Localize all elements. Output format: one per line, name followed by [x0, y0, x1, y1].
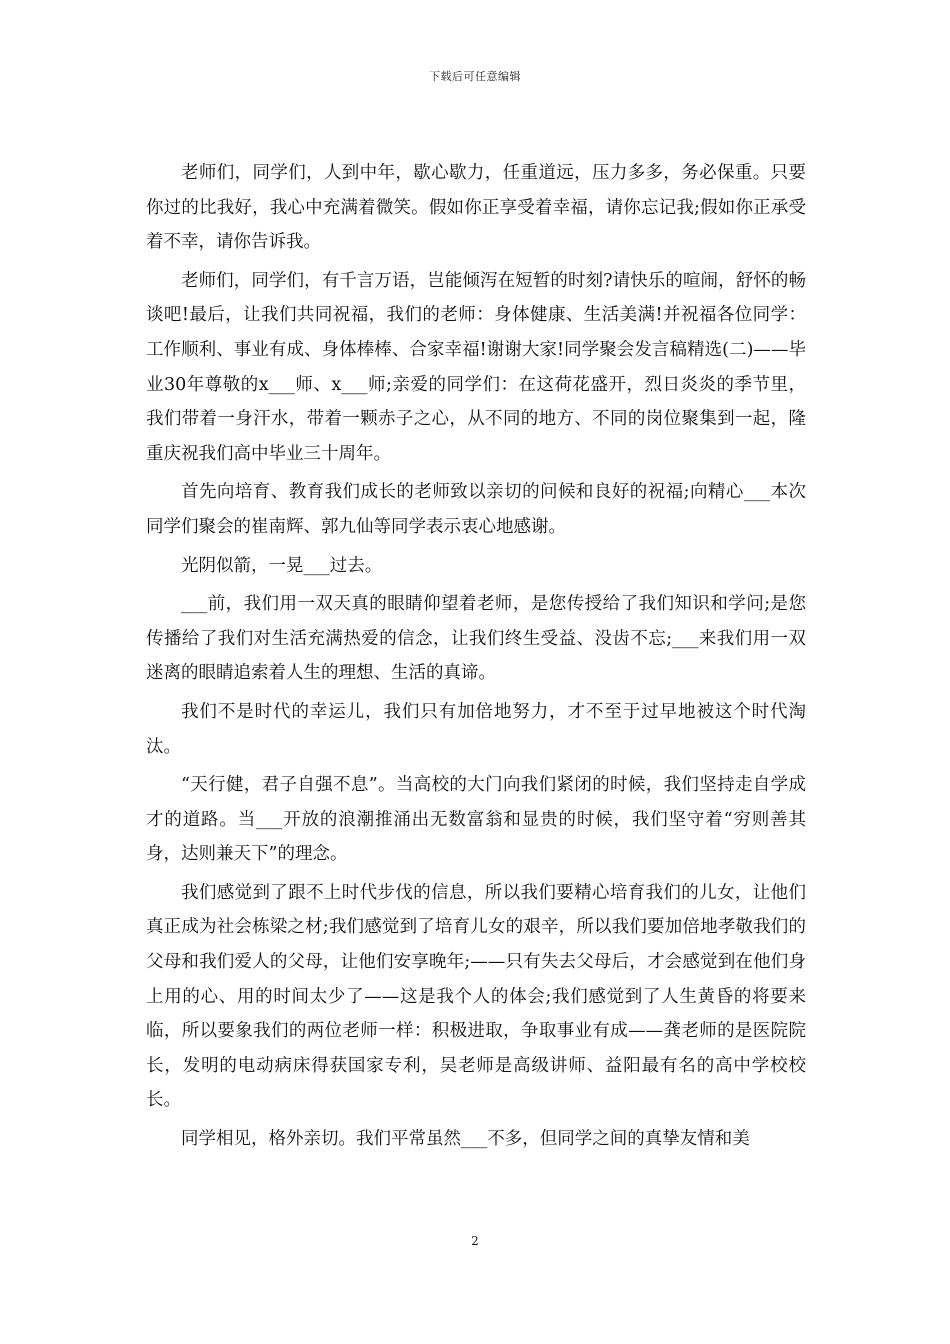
- document-body: [146, 156, 806, 1161]
- paragraph: ___前，我们用一双天真的眼睛仰望着老师，是您传授给了我们知识和学问;是您传播给了我们对生活充满热爱的信念，让我们终生受益、没齿不忘;___来我们用一双迷离的眼睛追索着人生的理想、生活的真谛。: [146, 594, 806, 684]
- paragraph: “天行健，君子自强不息”。当高校的大门向我们紧闭的时候，我们坚持走自学成才的道路。当___开放的浪潮推涌出无数富翁和显贵的时候，我们坚守着“穷则善其身，达则兼天下”的理念。: [146, 775, 806, 865]
- paragraph: 我们不是时代的幸运儿，我们只有加倍地努力，才不至于过早地被这个时代淘汰。: [146, 701, 806, 757]
- page-header: 下载后可任意编辑: [429, 70, 521, 83]
- paragraph: 我们感觉到了跟不上时代步伐的信息，所以我们要精心培育我们的儿女，让他们真正成为社会栋梁之材;我们感觉到了培育儿女的艰辛，所以我们要加倍地孝敬我们的父母和我们爱人的父母，让他们安享晚年;——只有失去父母后，才会感觉到在他们身上用的心、用的时间太少了——这是我个人的体会;我们感觉到了人生黄昏的将要来临，所以要象我们的两位老师一样：积极进取，争取事业有成——龚老师的是医院院长，发明的电动病床得获国家专利，吴老师是高级讲师、益阳最有名的高中学校校长。: [146, 882, 806, 1111]
- paragraph: 同学相见，格外亲切。我们平常虽然___不多，但同学之间的真挚友情和美: [181, 1129, 750, 1150]
- paragraph: 首先向培育、教育我们成长的老师致以亲切的问候和良好的祝福;向精心___本次同学们聚会的崔南辉、郭九仙等同学表示衷心地感谢。: [146, 482, 806, 537]
- paragraph: 老师们，同学们，人到中年，歇心歇力，任重道远，压力多多，务必保重。只要你过的比我好，我心中充满着微笑。假如你正享受着幸福，请你忘记我;假如你正承受着不幸，请你告诉我。: [146, 163, 806, 253]
- paragraph: 光阴似箭，一晃___过去。: [181, 555, 383, 576]
- paragraph: 老师们，同学们，有千言万语，岂能倾泻在短暂的时刻?请快乐的喧闹，舒怀的畅谈吧!最后，让我们共同祝福，我们的老师：身体健康、生活美满!并祝福各位同学：工作顺利、事业有成、身体棒棒、合家幸福!谢谢大家!同学聚会发言稿精选(二)——毕业30年尊敬的x___师、x___师;亲爱的同学们：在这荷花盛开，烈日炎炎的季节里，我们带着一身汗水，带着一颗赤子之心，从不同的地方、不同的岗位聚集到一起，隆重庆祝我们高中毕业三十周年。: [146, 270, 806, 464]
- page-number: 2: [471, 1234, 479, 1248]
